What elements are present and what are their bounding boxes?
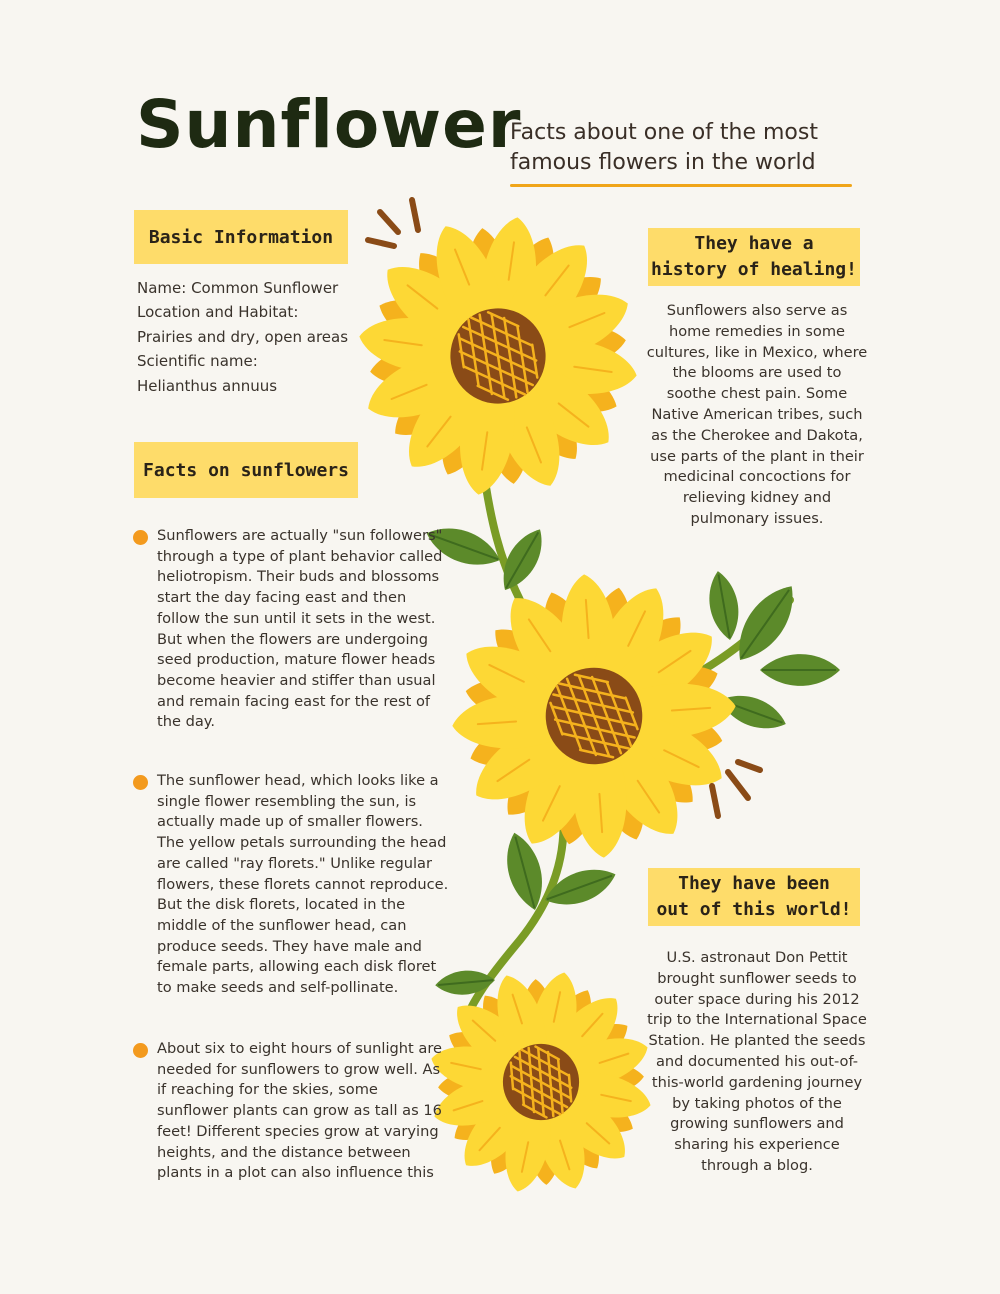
basic-information-text (137, 276, 377, 398)
healing-label-line: They have a (694, 233, 814, 254)
healing-label (648, 228, 860, 286)
healing-label-line: history of healing! (651, 259, 857, 280)
sparkle-stroke (368, 240, 394, 246)
sparkle-stroke (728, 772, 748, 798)
basic-info-line: Helianthus annuus (137, 376, 278, 395)
space-label-line: out of this world! (656, 899, 852, 920)
sparkle-stroke (712, 786, 718, 816)
space-label-line: They have been (678, 873, 830, 894)
fact-text: Sunflowers are actually "sun followers" through a type of plant behavior called heliotropism. Their buds and blossoms start the day facing east and then follow the sun until it sets in the west. But when the flowers are undergoing seed production, mature flower heads become heavier and stiffer than usual and remain facing east for the rest of the day. (157, 527, 443, 731)
page-subtitle: Facts about one of the most famous flowers in the world (510, 120, 818, 175)
facts-label (134, 442, 358, 498)
basic-information-label-text: Basic Information (148, 226, 334, 248)
sparkle-stroke (738, 762, 760, 770)
bullet-icon (133, 1043, 148, 1058)
sparkle-stroke (412, 200, 418, 230)
space-text: U.S. astronaut Don Pettit brought sunflower seeds to outer space during his 2012 trip to the International Space Station. He planted the seeds and documented his out-of-this-world gardening journey by taking photos of the growing sunflowers and sharing his experience through a blog. (647, 949, 867, 1174)
space-label (648, 868, 860, 926)
basic-info-line: Scientific name: (137, 352, 258, 371)
sparkle-stroke (380, 212, 398, 232)
leaf (704, 569, 744, 643)
page-title: Sunflower (136, 86, 522, 163)
fact-text: The sunflower head, which looks like a single flower resembling the sun, is actually made up of smaller flowers. The yellow petals surrounding the head are called "ray florets." Unlike regular flowers, these florets cannot reproduce. But the disk florets, located in the middle of the sunflower head, can produce seeds. They have male and female parts, allowing each disk floret to make seeds and self-pollinate. (157, 772, 449, 997)
sunflower (442, 564, 745, 867)
basic-info-line: Name: Common Sunflower (137, 279, 339, 297)
facts-label-text: Facts on sunflowers (143, 459, 349, 481)
subtitle-underline (510, 184, 852, 187)
basic-info-line: Prairies and dry, open areas (137, 327, 349, 346)
fact-text: About six to eight hours of sunlight are needed for sunflowers to grow well. As if reaching for the skies, some sunflower plants can grow as tall as 16 feet! Different species grow at varying heights, and the distance between plants in a plot can also influence this (157, 1040, 442, 1182)
leaf (760, 654, 840, 686)
healing-text: Sunflowers also serve as home remedies in some cultures, like in Mexico, where the blooms are used to soothe chest pain. Some Native American tribes, such as the Cherokee and Dakota, use parts of the plant in their medicinal concoctions for relieving kidney and pulmonary issues. (646, 302, 868, 527)
basic-info-line: Location and Habitat: (137, 303, 299, 322)
basic-information-label (134, 210, 348, 264)
bullet-icon (133, 775, 148, 790)
bullet-icon (133, 530, 148, 545)
